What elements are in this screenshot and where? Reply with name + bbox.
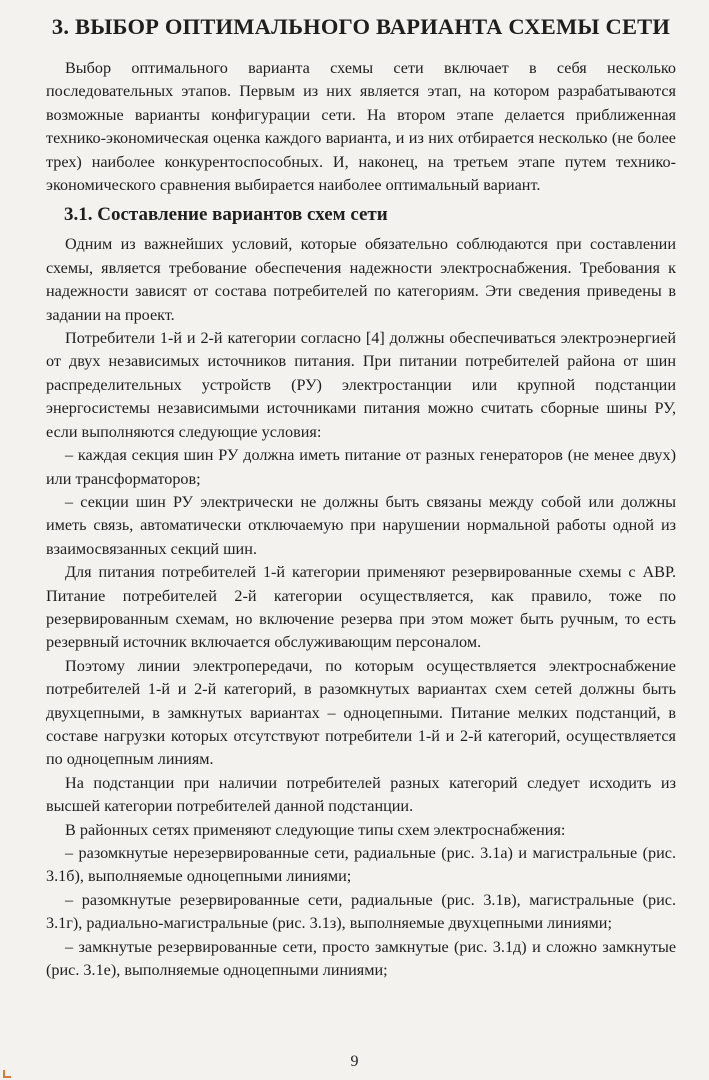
scan-corner-mark [3,1070,11,1078]
paragraph-consumers-categories: Потребители 1-й и 2-й категории согласно [4] должны обеспечиваться электроэнергией от двух независимых источников питания. При питании потребителей района от шин распределительных устройств (РУ) электростанции или крупной подстанции энергосистемы независимыми источниками питания можно считать сборные шины РУ, если выполняются следующие условия: [46,329,676,441]
list-item-bus-sections: – каждая секция шин РУ должна иметь питание от разных генераторов (не менее двух) или трансформаторов; [46,446,676,488]
paragraph-power-lines: Поэтому линии электропередачи, по которым осуществляется электроснабжение потребителей 1-й и 2-й категорий, в разомкнутых вариантах схем сетей должны быть двухцепными, в замкнутых вариантах – одноцепными. Питание мелких подстанций, в составе нагрузки которых отсутствуют потребители 1-й и 2-й категорий, осуществляется по одноцепным линиям. [46,656,676,769]
intro-paragraph: Выбор оптимального варианта схемы сети включает в себя несколько последовательных этапов. Первым из них является этап, на котором разрабатываются возможные варианты конфигурации сети. На втором этапе делается приближенная технико-экономическая оценка каждого варианта, и из них отбирается несколько (не более трех) наиболее конкурентоспособных. И, наконец, на третьем этапе путем технико-экономического сравнения выбирается наиболее оптимальный вариант. [46,59,676,195]
paragraph-avr-schemes: Для питания потребителей 1-й категории применяют резервированные схемы с АВР. Питание потребителей 2-й категории осуществляется, как правило, тоже по резервированным схемам, но включение резерва при этом может быть ручным, то есть резервный источник включается обслуживающим персоналом. [46,563,676,652]
paragraph-scheme-types: В районных сетях применяют следующие типы схем электроснабжения: [65,820,566,839]
chapter-title: 3. ВЫБОР ОПТИМАЛЬНОГО ВАРИАНТА СХЕМЫ СЕТИ [51,14,671,39]
paragraph-reliability: Одним из важнейших условий, которые обязательно соблюдаются при составлении схемы, является требование обеспечения надежности электроснабжения. Требования к надежности зависят от состава потребителей по категориям. Эти сведения приведены в задании на проект. [46,235,676,324]
section-title: 3.1. Составление вариантов схем сети [64,204,388,226]
list-item-bus-connections: – секции шин РУ электрически не должны быть связаны между собой или должны иметь связь, автоматически отключаемую при нарушении нормальной работы одной из взаимосвязанных секций шин. [46,492,676,558]
page-number: 9 [350,1053,359,1070]
page-content [46,12,676,982]
list-item-open-unreserved: – разомкнутые нерезервированные сети, радиальные (рис. 3.1а) и магистральные (рис. 3.1б), выполняемые одноцепными линиями; [46,844,676,886]
list-item-open-reserved: – разомкнутые резервированные сети, радиальные (рис. 3.1в), магистральные (рис. 3.1г), радиально-магистральные (рис. 3.1з), выполняемые двухцепными линиями; [46,890,676,933]
list-item-closed-reserved: – замкнутые резервированные сети, просто замкнутые (рис. 3.1д) и сложно замкнутые (рис. 3.1е), выполняемые одноцепными линиями; [46,937,676,980]
paragraph-substation-category: На подстанции при наличии потребителей разных категорий следует исходить из высшей категории потребителей данной подстанции. [46,773,676,816]
